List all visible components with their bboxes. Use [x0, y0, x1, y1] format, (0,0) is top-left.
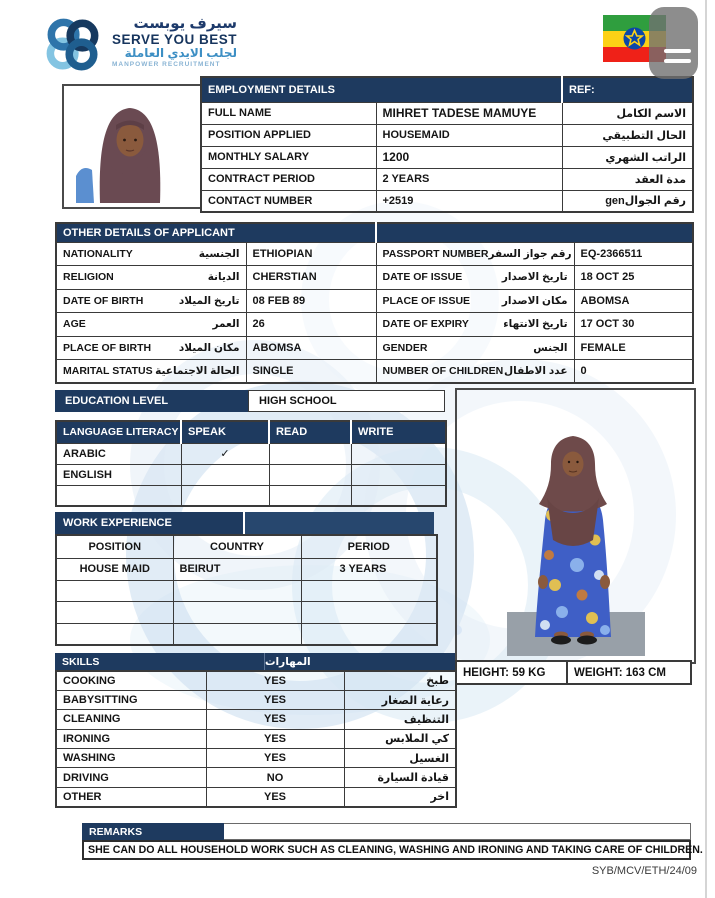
- field-value: SINGLE: [246, 360, 376, 384]
- skill-value: NO: [206, 768, 344, 787]
- menu-line-icon: [664, 59, 691, 63]
- skill-value: YES: [206, 710, 344, 729]
- field-value: ABOMSA: [574, 289, 693, 313]
- skill-name: WASHING: [56, 749, 206, 768]
- period-cell: [301, 580, 437, 602]
- skill-value: YES: [206, 749, 344, 768]
- brand-logo: [40, 14, 237, 76]
- field-label-pair: DATE OF EXPIRY تاريخ الانتهاء: [376, 313, 574, 337]
- field-label-ar: رقم الجوالgen: [562, 190, 693, 212]
- field-value: 18 OCT 25: [574, 266, 693, 290]
- work-experience-title: WORK EXPERIENCE: [55, 512, 245, 534]
- read-cell: [269, 485, 351, 506]
- skills-title: SKILLS: [55, 653, 265, 670]
- employment-section-title: EMPLOYMENT DETAILS: [201, 77, 562, 102]
- work-experience-bar: [55, 512, 436, 534]
- field-value: FEMALE: [574, 336, 693, 360]
- skill-name-ar: الغسيل: [344, 749, 456, 768]
- position-cell: [56, 580, 173, 602]
- speak-col-header: SPEAK: [181, 421, 269, 443]
- position-cell: HOUSE MAID: [56, 558, 173, 580]
- skill-name-ar: كي الملابس: [344, 729, 456, 748]
- skill-name: IRONING: [56, 729, 206, 748]
- field-value: 0: [574, 360, 693, 384]
- field-value: 08 FEB 89: [246, 289, 376, 313]
- field-label-pair: DATE OF ISSUE تاريخ الاصدار: [376, 266, 574, 290]
- period-cell: [301, 623, 437, 645]
- position-cell: [56, 623, 173, 645]
- field-label-pair: MARITAL STATUS الحالة الاجتماعية: [56, 360, 246, 384]
- remarks-header-spacer: [224, 823, 691, 840]
- position-col-header: POSITION: [56, 535, 173, 558]
- education-level-bar: [55, 390, 445, 412]
- brand-name: SERVE YOU BEST: [112, 31, 238, 47]
- employment-details-table: [200, 76, 694, 213]
- field-label-pair: PLACE OF ISSUE مكان الاصدار: [376, 289, 574, 313]
- field-value: CHERSTIAN: [246, 266, 376, 290]
- field-label-pair: PLACE OF BIRTH مكان الميلاد: [56, 336, 246, 360]
- skills-table: [55, 670, 457, 808]
- field-label: CONTRACT PERIOD: [201, 168, 376, 190]
- read-cell: [269, 443, 351, 464]
- education-label: EDUCATION LEVEL: [55, 390, 248, 412]
- remarks-text: SHE CAN DO ALL HOUSEHOLD WORK SUCH AS CLEANING, WASHING AND IRONING AND TAKING CARE OF CHILDREN.: [82, 840, 691, 860]
- skill-value: YES: [206, 729, 344, 748]
- period-cell: 3 YEARS: [301, 558, 437, 580]
- skill-value: YES: [206, 671, 344, 690]
- language-col-header: LANGUAGE LITERACY: [56, 421, 181, 443]
- field-label-pair: NUMBER OF CHILDREN عدد الاطفال: [376, 360, 574, 384]
- remarks-bar: [82, 823, 691, 840]
- field-label-pair: AGE العمر: [56, 313, 246, 337]
- field-value: HOUSEMAID: [376, 124, 562, 146]
- country-cell: [173, 623, 301, 645]
- skill-value: YES: [206, 690, 344, 709]
- language-name: ENGLISH: [56, 464, 181, 485]
- country-cell: [173, 602, 301, 624]
- education-value: HIGH SCHOOL: [248, 390, 445, 412]
- applicant-fullbody-photo: [455, 388, 696, 664]
- floating-menu-handle[interactable]: [649, 7, 698, 79]
- language-literacy-table: [55, 420, 447, 507]
- fullbody-illustration: [457, 390, 690, 658]
- field-label-ar: الحال التطبيقي: [562, 124, 693, 146]
- skill-name: OTHER: [56, 787, 206, 806]
- headshot-illustration: [64, 86, 196, 203]
- field-value: EQ-2366511: [574, 242, 693, 266]
- skill-name: DRIVING: [56, 768, 206, 787]
- write-col-header: WRITE: [351, 421, 446, 443]
- field-value: 1200: [376, 146, 562, 168]
- skill-name: COOKING: [56, 671, 206, 690]
- speak-cell: [181, 485, 269, 506]
- skills-title-ar: المهارات: [265, 653, 455, 670]
- work-experience-bar-spacer: [245, 512, 434, 534]
- applicant-headshot-photo: [62, 84, 202, 209]
- period-col-header: PERIOD: [301, 535, 437, 558]
- country-cell: [173, 580, 301, 602]
- read-cell: [269, 464, 351, 485]
- language-name: [56, 485, 181, 506]
- field-label-pair: RELIGION الديانة: [56, 266, 246, 290]
- read-col-header: READ: [269, 421, 351, 443]
- brand-arabic-tagline: لجلب الايدي العاملة: [124, 46, 238, 61]
- field-value: +2519: [376, 190, 562, 212]
- field-value: 17 OCT 30: [574, 313, 693, 337]
- page-edge-line: [705, 0, 707, 898]
- document-reference-code: SYB/MCV/ETH/24/09: [591, 865, 697, 877]
- remarks-title: REMARKS: [82, 823, 224, 840]
- skill-name-ar: اخر: [344, 787, 456, 806]
- language-name: ARABIC: [56, 443, 181, 464]
- write-cell: [351, 464, 446, 485]
- brand-arabic-name: سيرف يوبست: [133, 15, 238, 32]
- field-value: MIHRET TADESE MAMUYE: [376, 102, 562, 124]
- other-details-section-title: OTHER DETAILS OF APPLICANT: [56, 223, 376, 242]
- brand-tagline: MANPOWER RECRUITMENT: [112, 60, 221, 68]
- field-label: CONTACT NUMBER: [201, 190, 376, 212]
- field-value: 2 YEARS: [376, 168, 562, 190]
- position-cell: [56, 602, 173, 624]
- period-cell: [301, 602, 437, 624]
- write-cell: [351, 485, 446, 506]
- height-value: HEIGHT: 59 KG: [455, 660, 568, 685]
- field-label-ar: الاسم الكامل: [562, 102, 693, 124]
- write-cell: [351, 443, 446, 464]
- field-label-pair: GENDER الجنس: [376, 336, 574, 360]
- skill-name: CLEANING: [56, 710, 206, 729]
- field-value: 26: [246, 313, 376, 337]
- weight-value: WEIGHT: 163 CM: [568, 660, 692, 685]
- speak-checkmark: ✓: [181, 443, 269, 464]
- field-label-pair: DATE OF BIRTH تاريخ الميلاد: [56, 289, 246, 313]
- field-label-pair: NATIONALITY الجنسية: [56, 242, 246, 266]
- skill-name-ar: طبخ: [344, 671, 456, 690]
- field-label: FULL NAME: [201, 102, 376, 124]
- skill-name-ar: رعاية الصغار: [344, 690, 456, 709]
- skill-value: YES: [206, 787, 344, 806]
- logo-globe-icon: [40, 14, 106, 76]
- field-label: POSITION APPLIED: [201, 124, 376, 146]
- body-measurements-row: [455, 660, 692, 685]
- field-label-pair: PASSPORT NUMBER رقم جواز السفر: [376, 242, 574, 266]
- field-label-ar: الراتب الشهري: [562, 146, 693, 168]
- other-details-table: [55, 222, 694, 384]
- field-value: ETHIOPIAN: [246, 242, 376, 266]
- skills-bar: [55, 653, 455, 670]
- work-experience-table: [55, 534, 438, 646]
- field-value: ABOMSA: [246, 336, 376, 360]
- country-col-header: COUNTRY: [173, 535, 301, 558]
- skill-name-ar: قيادة السيارة: [344, 768, 456, 787]
- country-cell: BEIRUT: [173, 558, 301, 580]
- field-label: MONTHLY SALARY: [201, 146, 376, 168]
- menu-line-icon: [664, 49, 691, 53]
- field-label-ar: مدة العقد: [562, 168, 693, 190]
- other-details-header-spacer: [376, 223, 693, 242]
- ref-label: REF:: [562, 77, 693, 102]
- skill-name-ar: التنظيف: [344, 710, 456, 729]
- speak-cell: [181, 464, 269, 485]
- skill-name: BABYSITTING: [56, 690, 206, 709]
